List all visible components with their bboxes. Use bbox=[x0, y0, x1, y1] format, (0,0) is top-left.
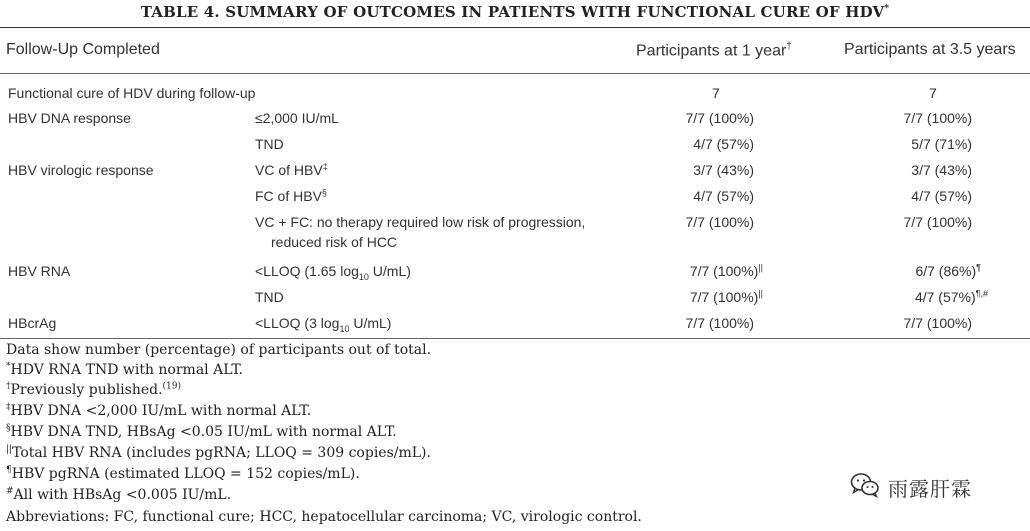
row-functional-cure-y1: 7 bbox=[712, 85, 720, 101]
row-hbcrag-y35: 7/7 (100%) bbox=[903, 315, 972, 331]
row-vc-fc-measure-line1: VC + FC: no therapy required low risk of progression, bbox=[255, 214, 586, 230]
header-3-5-years: Participants at 3.5 years bbox=[844, 41, 1016, 58]
watermark bbox=[850, 473, 972, 501]
row-fc-hbv-measure: FC of HBV§ bbox=[255, 187, 327, 204]
row-hbv-rna-y1: 7/7 (100%)|| bbox=[689, 262, 763, 279]
row-hbv-dna-y1: 7/7 (100%) bbox=[685, 110, 754, 126]
footnote-parallel: ||Total HBV RNA (includes pgRNA; LLOQ = 309 copies/mL). bbox=[6, 444, 431, 461]
row-hbcrag-category: HBcrAg bbox=[8, 315, 57, 331]
header-1-year: Participants at 1 year† bbox=[636, 41, 792, 60]
row-hbv-rna-tnd-measure: TND bbox=[255, 289, 284, 305]
watermark-text: 雨露肝霖 bbox=[888, 476, 972, 501]
row-vc-fc-y35: 7/7 (100%) bbox=[903, 214, 972, 230]
row-hbcrag-measure: <LLOQ (3 $\log_{10} U/mL$) bbox=[255, 315, 392, 334]
row-hbv-rna-measure: <LLOQ (1.65 $\log_{10} U/mL$) bbox=[255, 263, 411, 282]
row-hbv-dna-y35: 7/7 (100%) bbox=[903, 110, 972, 126]
row-hbv-rna-tnd-y1: 7/7 (100%)|| bbox=[689, 288, 763, 305]
row-hbv-dna-tnd-measure: TND bbox=[255, 136, 284, 152]
row-hbv-rna-category: HBV RNA bbox=[8, 263, 71, 279]
row-hbv-rna-y35: 6/7 (86%)¶ bbox=[915, 262, 981, 279]
bottom-rule bbox=[0, 338, 1030, 339]
row-hbv-dna-category: HBV DNA response bbox=[8, 110, 131, 126]
footnote-pilcrow: ¶HBV pgRNA (estimated LLOQ = 152 copies/mL). bbox=[6, 465, 360, 482]
footnote-section: §HBV DNA TND, HBsAg <0.05 IU/mL with normal ALT. bbox=[6, 423, 397, 440]
footnote-hash: #All with HBsAg <0.005 IU/mL. bbox=[6, 486, 232, 503]
row-hbcrag-y1: 7/7 (100%) bbox=[685, 315, 754, 331]
row-vc-fc-measure-line2: reduced risk of HCC bbox=[271, 234, 398, 250]
row-hbv-dna-tnd-y1: 4/7 (57%) bbox=[693, 136, 754, 152]
row-hbv-dna-measure: ≤2,000 IU/mL bbox=[255, 110, 339, 126]
table-title: TABLE 4. SUMMARY OF OUTCOMES IN PATIENTS WITH FUNCTIONAL CURE OF HDV* bbox=[140, 3, 890, 21]
row-functional-cure-label: Functional cure of HDV during follow-up bbox=[8, 85, 256, 101]
row-hbv-rna-tnd-y35: 4/7 (57%)¶,# bbox=[914, 288, 988, 305]
row-vc-hbv-y1: 3/7 (43%) bbox=[693, 162, 754, 178]
row-vc-hbv-y35: 3/7 (43%) bbox=[911, 162, 972, 178]
footnote-data: Data show number (percentage) of participants out of total. bbox=[6, 342, 432, 358]
top-rule bbox=[0, 27, 1030, 28]
header-follow-up: Follow-Up Completed bbox=[6, 41, 160, 58]
footnote-double-dagger: ‡HBV DNA <2,000 IU/mL with normal ALT. bbox=[6, 402, 312, 419]
wechat-icon bbox=[850, 472, 880, 503]
row-hbv-virologic-category: HBV virologic response bbox=[8, 162, 154, 178]
row-hbv-dna-tnd-y35: 5/7 (71%) bbox=[911, 136, 972, 152]
row-fc-hbv-y1: 4/7 (57%) bbox=[693, 188, 754, 204]
footnote-asterisk: *HDV RNA TND with normal ALT. bbox=[6, 361, 244, 378]
header-rule bbox=[0, 73, 1030, 74]
footnote-dagger: †Previously published.$^{(19)}$ bbox=[6, 381, 182, 398]
footnote-abbreviations: Abbreviations: FC, functional cure; HCC, hepatocellular carcinoma; VC, virologic control. bbox=[6, 509, 642, 525]
row-vc-fc-y1: 7/7 (100%) bbox=[685, 214, 754, 230]
row-vc-hbv-measure: VC of HBV‡ bbox=[255, 161, 328, 178]
row-functional-cure-y35: 7 bbox=[929, 85, 937, 101]
row-fc-hbv-y35: 4/7 (57%) bbox=[911, 188, 972, 204]
